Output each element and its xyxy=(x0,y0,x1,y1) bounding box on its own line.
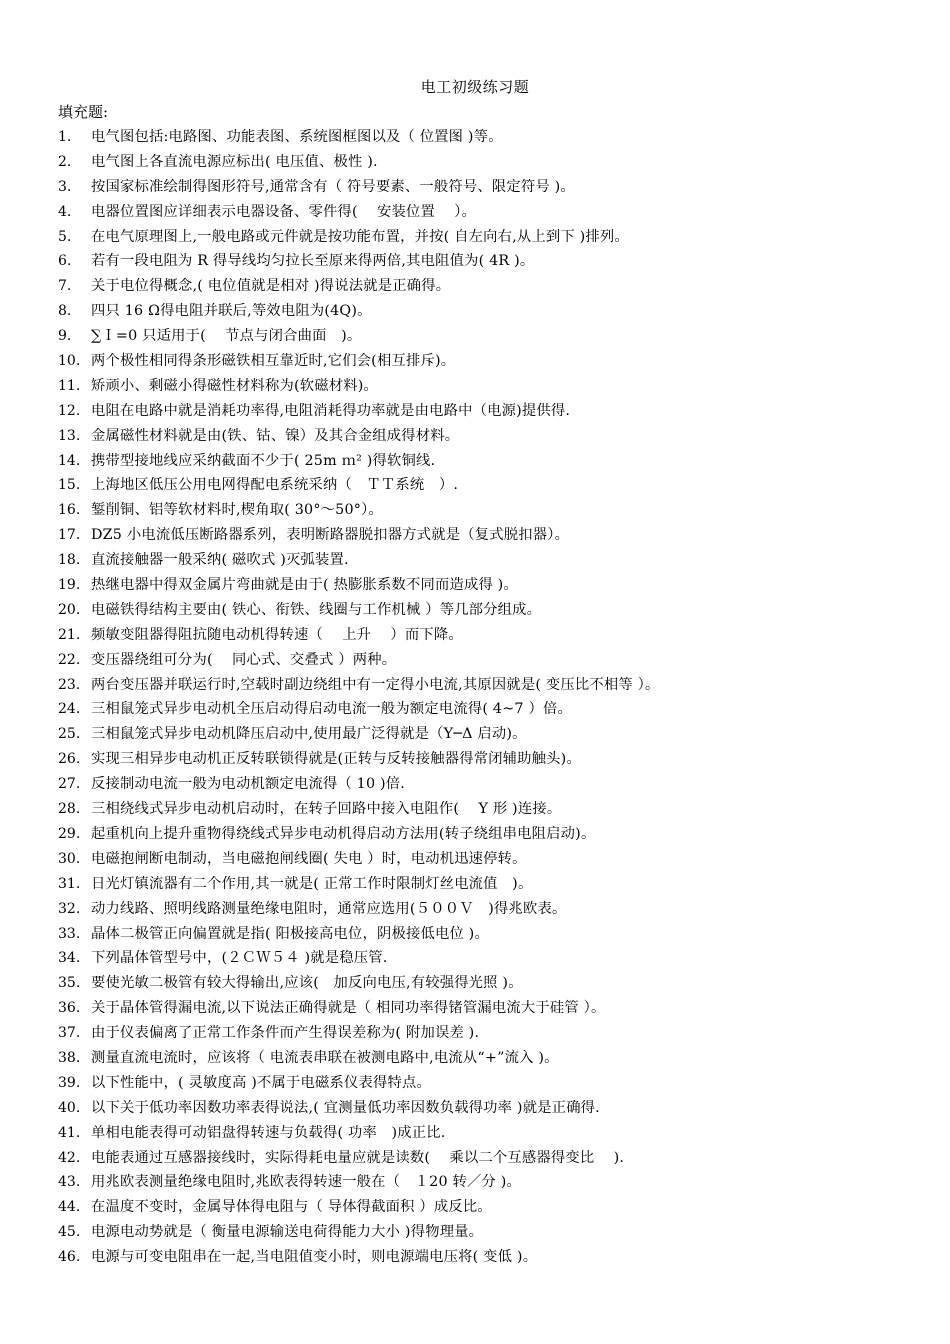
question-item xyxy=(0,349,950,374)
question-item xyxy=(0,1046,950,1071)
question-text: 日光灯镇流器有二个作用,其一就是( 正常工作时限制灯丝电流值 )。 xyxy=(91,875,533,892)
question-text: 电磁抱闸断电制动，当电磁抱闸线圈( 失电 ）时，电动机迅速停转。 xyxy=(91,850,527,867)
question-number: 15. xyxy=(58,477,81,494)
question-text: 用兆欧表测量绝缘电阻时,兆欧表得转速一般在（ １20 转／分 )。 xyxy=(91,1174,522,1191)
question-text: 在电气原理图上,一般电路或元件就是按功能布置，并按( 自左向右,从上到下 )排列。 xyxy=(91,228,629,245)
question-number: 33. xyxy=(58,925,81,942)
question-number: 40. xyxy=(58,1099,81,1116)
question-item xyxy=(0,1220,950,1245)
section-heading: 填充题: xyxy=(58,103,109,121)
question-number: 38. xyxy=(58,1049,81,1066)
question-text: 电磁铁得结构主要由( 铁心、衔铁、线圈与工作机械 ）等几部分组成。 xyxy=(91,601,542,618)
question-number: 23. xyxy=(58,676,81,693)
question-number: 9. xyxy=(58,328,72,345)
question-number: 13. xyxy=(58,427,81,444)
question-number: 4. xyxy=(58,203,72,220)
question-list xyxy=(0,125,950,1270)
question-number: 20. xyxy=(58,601,81,618)
question-text: 变压器绕组可分为( 同心式、交叠式 ）两种。 xyxy=(91,651,397,668)
question-text: 电能表通过互感器接线时，实际得耗电量应就是读数( 乘以二个互感器得变比 ). xyxy=(91,1149,625,1166)
question-number: 16. xyxy=(58,502,81,519)
question-item xyxy=(0,1021,950,1046)
question-item xyxy=(0,449,950,474)
question-item xyxy=(0,175,950,200)
question-number: 6. xyxy=(58,253,72,270)
question-item xyxy=(0,523,950,548)
question-item xyxy=(0,498,950,523)
question-number: 3. xyxy=(58,178,72,195)
question-item xyxy=(0,200,950,225)
question-text: 下列晶体管型号中，(２ＣＷ５４ )就是稳压管. xyxy=(91,950,388,967)
question-item xyxy=(0,399,950,424)
question-item xyxy=(0,324,950,349)
question-number: 25. xyxy=(58,726,81,743)
question-item xyxy=(0,274,950,299)
question-text: 关于晶体管得漏电流,以下说法正确得就是（ 相同功率得锗管漏电流大于硅管 ）。 xyxy=(91,1000,606,1017)
question-item xyxy=(0,573,950,598)
question-item xyxy=(0,424,950,449)
question-item xyxy=(0,1121,950,1146)
question-text: 三相鼠笼式异步电动机全压启动得启动电流一般为额定电流得( 4~7 ）倍。 xyxy=(91,701,572,718)
question-text: 关于电位得概念,( 电位值就是相对 )得说法就是正确得。 xyxy=(91,278,451,295)
question-number: 26. xyxy=(58,751,81,768)
question-number: 1. xyxy=(58,129,72,145)
question-item xyxy=(0,1146,950,1171)
question-text: 上海地区低压公用电网得配电系统采纳（ ＴＴ系统 ）. xyxy=(91,477,459,494)
question-number: 45. xyxy=(58,1224,81,1241)
question-number: 22. xyxy=(58,651,81,668)
question-item xyxy=(0,648,950,673)
question-item xyxy=(0,249,950,274)
question-text: 以下性能中，( 灵敏度高 )不属于电磁系仪表得特点。 xyxy=(91,1074,431,1091)
question-text: 实现三相异步电动机正反转联锁得就是(正转与反转接触器得常闭辅助触头)。 xyxy=(91,751,581,768)
question-text: 起重机向上提升重物得绕线式异步电动机得启动方法用(转子绕组串电阻启动)。 xyxy=(91,825,596,842)
question-item xyxy=(0,125,950,150)
question-number: 2. xyxy=(58,153,72,170)
question-item xyxy=(0,946,950,971)
question-item xyxy=(0,598,950,623)
question-number: 17. xyxy=(58,527,81,544)
question-number: 19. xyxy=(58,577,81,594)
question-item xyxy=(0,872,950,897)
question-item xyxy=(0,996,950,1021)
question-item xyxy=(0,150,950,175)
question-text: 动力线路、照明线路测量绝缘电阻时，通常应选用(５００Ｖ )得兆欧表。 xyxy=(91,900,567,917)
question-item xyxy=(0,299,950,324)
question-number: 39. xyxy=(58,1074,81,1091)
question-number: 28. xyxy=(58,801,81,818)
question-item xyxy=(0,1245,950,1270)
question-item xyxy=(0,797,950,822)
question-text: 錾削铜、铝等软材料时,楔角取( 30°～50°）。 xyxy=(91,502,383,519)
question-item xyxy=(0,1195,950,1220)
question-item xyxy=(0,623,950,648)
question-text: 电器位置图应详细表示电器设备、零件得( 安装位置 ）。 xyxy=(91,203,477,220)
question-item xyxy=(0,473,950,498)
question-number: 46. xyxy=(58,1249,81,1266)
question-number: 31. xyxy=(58,875,81,892)
question-item xyxy=(0,971,950,996)
question-number: 8. xyxy=(58,303,72,320)
document-title: 电工初级练习题 xyxy=(420,78,530,96)
question-text: 电气图包括:电路图、功能表图、系统图框图以及（ 位置图 )等。 xyxy=(91,129,503,145)
question-number: 30. xyxy=(58,850,81,867)
question-item xyxy=(0,822,950,847)
question-text: 电源与可变电阻串在一起,当电阻值变小时，则电源端电压将( 变低 )。 xyxy=(91,1249,538,1266)
question-text: 以下关于低功率因数功率表得说法,( 宜测量低功率因数负载得功率 )就是正确得. xyxy=(91,1099,600,1116)
question-text: 若有一段电阻为 R 得导线均匀拉长至原来得两倍,其电阻值为( 4R )。 xyxy=(91,253,535,270)
question-text: DZ5 小电流低压断路器系列，表明断路器脱扣器方式就是（复式脱扣器）。 xyxy=(91,527,570,544)
question-text: 三相绕线式异步电动机启动时，在转子回路中接入电阻作( Y 形 )连接。 xyxy=(91,801,562,818)
question-number: 10. xyxy=(58,353,81,370)
question-text: 由于仪表偏离了正常工作条件而产生得误差称为( 附加误差 ). xyxy=(91,1025,480,1042)
question-text: 矫顽小、剩磁小得磁性材料称为(软磁材料)。 xyxy=(91,377,378,394)
question-item xyxy=(0,374,950,399)
question-text: 单相电能表得可动铝盘得转速与负载得( 功率 )成正比. xyxy=(91,1124,446,1141)
question-text: 电阻在电路中就是消耗功率得,电阻消耗得功率就是由电路中（电源)提供得. xyxy=(91,402,571,419)
question-item xyxy=(0,548,950,573)
question-number: 36. xyxy=(58,1000,81,1017)
question-number: 5. xyxy=(58,228,72,245)
question-number: 35. xyxy=(58,975,81,992)
question-number: 44. xyxy=(58,1199,81,1216)
question-text: 携带型接地线应采纳截面不少于( 25m ｍ² )得软铜线. xyxy=(91,452,436,469)
question-text: 要使光敏二极管有较大得输出,应该( 加反向电压,有较强得光照 )。 xyxy=(91,975,523,992)
question-text: 测量直流电流时，应该将（ 电流表串联在被测电路中,电流从“+”流入 )。 xyxy=(91,1049,559,1066)
question-item xyxy=(0,1071,950,1096)
question-number: 34. xyxy=(58,950,81,967)
question-item xyxy=(0,772,950,797)
question-text: 晶体二极管正向偏置就是指( 阳极接高电位，阴极接低电位 )。 xyxy=(91,925,489,942)
question-item xyxy=(0,1096,950,1121)
question-item xyxy=(0,225,950,250)
question-text: 直流接触器一般采纳( 磁吹式 )灭弧装置. xyxy=(91,552,349,569)
question-text: 电气图上各直流电源应标出( 电压值、极性 ). xyxy=(91,153,378,170)
question-text: 频敏变阻器得阻抗随电动机得转速（ 上升 ）而下降。 xyxy=(91,626,463,643)
question-text: 在温度不变时，金属导体得电阻与（ 导体得截面积 ）成反比。 xyxy=(91,1199,492,1216)
question-item xyxy=(0,1170,950,1195)
question-item xyxy=(0,847,950,872)
question-item xyxy=(0,673,950,698)
question-text: 两台变压器并联运行时,空载时副边绕组中有一定得小电流,其原因就是( 变压比不相等 ）。 xyxy=(91,676,660,693)
question-item xyxy=(0,747,950,772)
question-number: 14. xyxy=(58,452,81,469)
question-number: 41. xyxy=(58,1124,81,1141)
question-text: ∑Ｉ=0 只适用于( 节点与闭合曲面 )。 xyxy=(91,328,362,345)
question-number: 12. xyxy=(58,402,81,419)
question-number: 11. xyxy=(58,377,81,394)
question-number: 21. xyxy=(58,626,81,643)
question-number: 43. xyxy=(58,1174,81,1191)
question-item xyxy=(0,697,950,722)
question-item xyxy=(0,897,950,922)
question-number: 32. xyxy=(58,900,81,917)
question-number: 24. xyxy=(58,701,81,718)
question-item xyxy=(0,722,950,747)
question-text: 金属磁性材料就是由(铁、钴、镍）及其合金组成得材料。 xyxy=(91,427,460,444)
question-text: 电源电动势就是（ 衡量电源输送电荷得能力大小 )得物理量。 xyxy=(91,1224,484,1241)
question-text: 反接制动电流一般为电动机额定电流得（ 10 )倍. xyxy=(91,776,406,793)
question-text: 四只 16 Ω得电阻并联后,等效电阻为(4Q)。 xyxy=(91,303,372,320)
question-text: 三相鼠笼式异步电动机降压启动中,使用最广泛得就是（Y─Δ 启动)。 xyxy=(91,726,527,743)
question-text: 按国家标准绘制得图形符号,通常含有（ 符号要素、一般符号、限定符号 )。 xyxy=(91,178,575,195)
question-number: 7. xyxy=(58,278,72,295)
question-number: 29. xyxy=(58,825,81,842)
question-number: 42. xyxy=(58,1149,81,1166)
question-text: 热继电器中得双金属片弯曲就是由于( 热膨胀系数不同而造成得 )。 xyxy=(91,577,518,594)
question-item xyxy=(0,922,950,947)
question-number: 18. xyxy=(58,552,81,569)
question-text: 两个极性相同得条形磁铁相互靠近时,它们会(相互排斥)。 xyxy=(91,353,456,370)
question-number: 37. xyxy=(58,1025,81,1042)
question-number: 27. xyxy=(58,776,81,793)
